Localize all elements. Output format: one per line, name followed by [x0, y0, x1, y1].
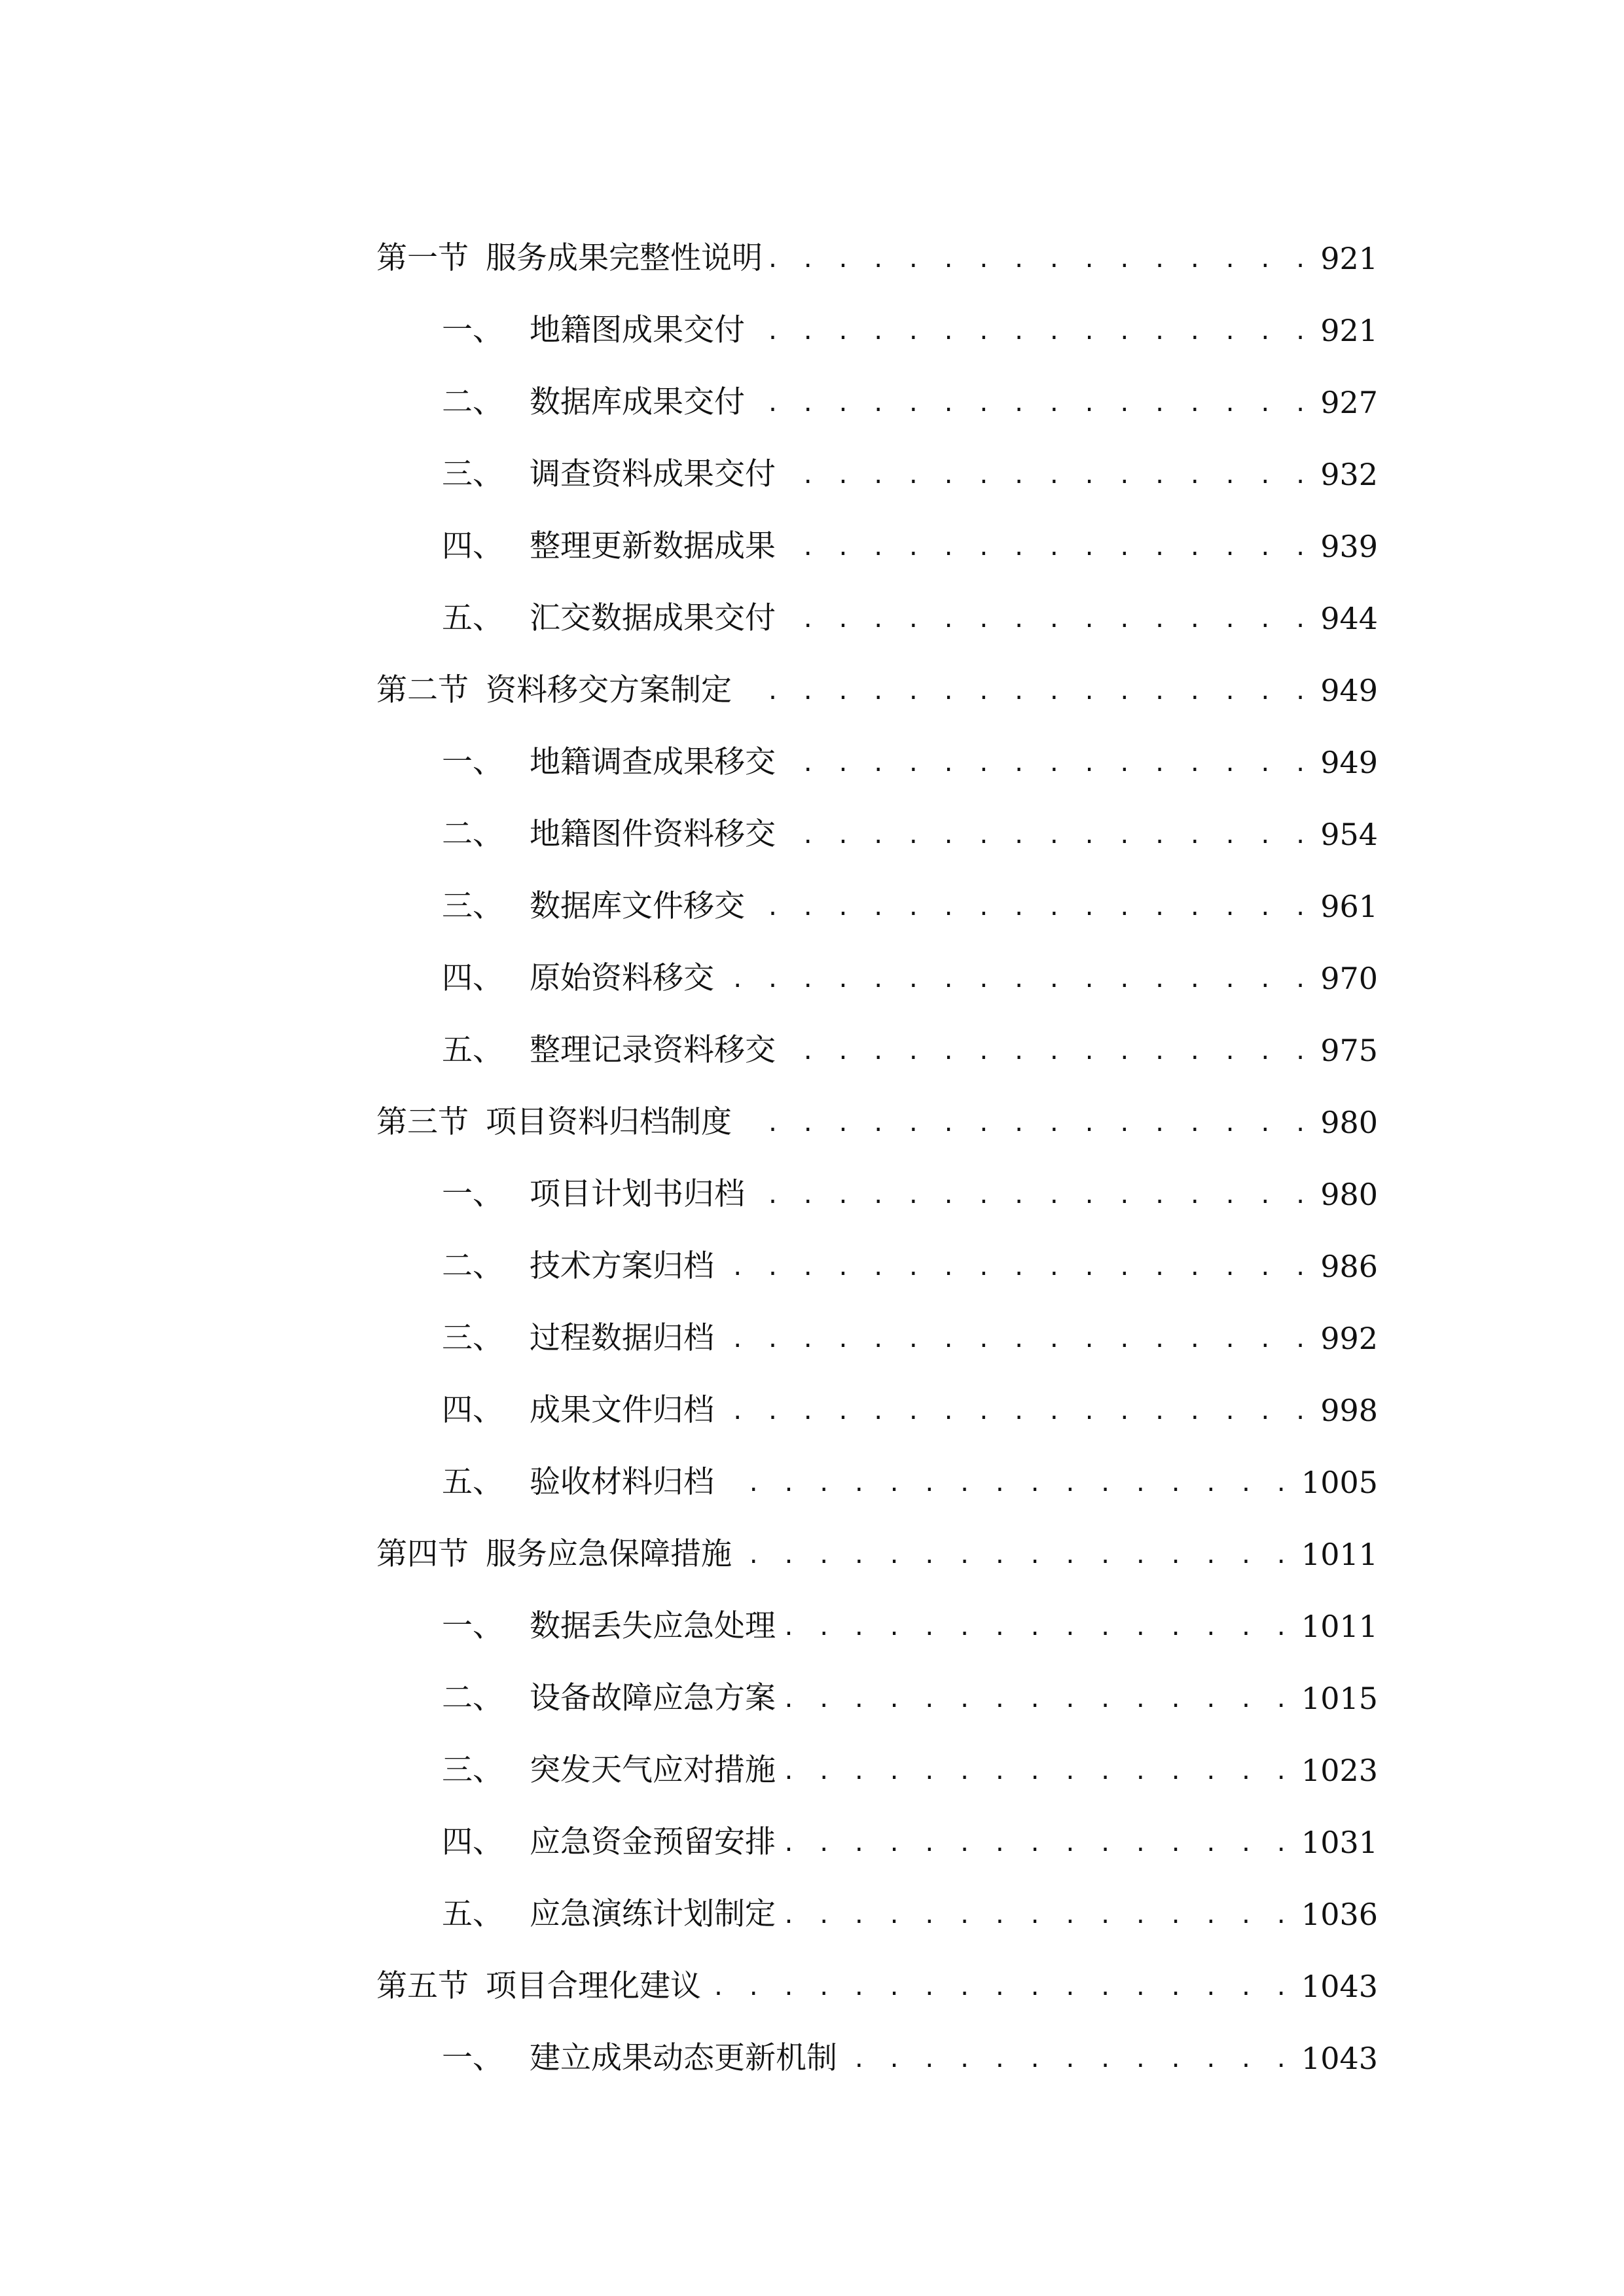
toc-section-entry[interactable]: [376, 634, 1378, 706]
toc-entry-title: 突发天气应对措施: [530, 1752, 776, 1788]
dot-leader: [845, 2043, 1292, 2073]
dot-leader: [784, 1827, 1292, 1857]
toc-section-entry[interactable]: [376, 1066, 1378, 1138]
toc-entry-number: 四、: [442, 960, 503, 996]
toc-subsection-entry[interactable]: [376, 562, 1378, 634]
toc-entry-title: 建立成果动态更新机制: [530, 2040, 837, 2076]
toc-entry-number: 五、: [442, 1464, 503, 1500]
toc-entry-label: [376, 960, 718, 996]
toc-entry-label: [376, 1464, 718, 1500]
toc-entry-number: 第四节: [376, 1536, 469, 1572]
dot-leader: [753, 387, 1311, 418]
toc-page-number: 949: [1315, 747, 1378, 778]
toc-entry-number: 二、: [442, 1680, 503, 1716]
toc-entry-label: [376, 1104, 736, 1140]
toc-page-number: 1011: [1296, 1611, 1378, 1641]
dot-leader: [784, 1755, 1292, 1785]
dot-leader: [784, 603, 1311, 634]
toc-page-number: 980: [1315, 1179, 1378, 1210]
toc-entry-title: 数据库文件移交: [530, 888, 745, 924]
toc-entry-label: [376, 1032, 780, 1068]
toc-entry-label: [376, 1176, 749, 1212]
dot-leader: [784, 747, 1311, 778]
toc-entry-number: 二、: [442, 1248, 503, 1284]
toc-entry-title: 项目计划书归档: [530, 1176, 745, 1212]
dot-leader: [753, 315, 1311, 346]
dot-leader: [784, 819, 1311, 850]
toc-entry-title: 地籍图件资料移交: [530, 816, 776, 852]
toc-subsection-entry[interactable]: [376, 1713, 1378, 1788]
toc-entry-title: 调查资料成果交付: [530, 456, 776, 492]
toc-entry-title: 成果文件归档: [530, 1392, 714, 1428]
dot-leader: [740, 1539, 1292, 1570]
toc-entry-label: [376, 816, 780, 852]
dot-leader: [753, 1179, 1311, 1210]
toc-page-number: 949: [1315, 675, 1378, 706]
toc-page-number: 1043: [1296, 2043, 1378, 2073]
toc-page-number: 1031: [1296, 1827, 1378, 1857]
toc-entry-title: 设备故障应急方案: [530, 1680, 776, 1716]
toc-page-number: 939: [1315, 531, 1378, 562]
toc-page-number: 921: [1315, 315, 1378, 346]
toc-subsection-entry[interactable]: [376, 346, 1378, 418]
toc-page-number: 1036: [1296, 1899, 1378, 1929]
toc-section-entry[interactable]: [376, 1498, 1378, 1570]
toc-entry-label: [376, 744, 780, 780]
toc-subsection-entry[interactable]: [376, 778, 1378, 850]
toc-entry-label: [376, 1248, 718, 1284]
dot-leader: [722, 1467, 1292, 1498]
toc-page-number: 1023: [1296, 1755, 1378, 1785]
toc-subsection-entry[interactable]: [376, 922, 1378, 994]
toc-entry-label: [376, 1896, 780, 1932]
toc-page-number: 961: [1315, 891, 1378, 922]
toc-page-number: 1043: [1296, 1971, 1378, 2001]
toc-entry-title: 资料移交方案制定: [486, 672, 732, 708]
dot-leader: [784, 459, 1311, 490]
toc-subsection-entry[interactable]: [376, 1282, 1378, 1354]
toc-entry-label: [376, 1968, 705, 2004]
dot-leader: [784, 1683, 1292, 1713]
toc-page-number: 1005: [1296, 1467, 1378, 1498]
toc-page-number: 927: [1315, 387, 1378, 418]
toc-page-number: 970: [1315, 963, 1378, 994]
toc-entry-label: [376, 312, 749, 348]
dot-leader: [784, 1611, 1292, 1641]
toc-entry-title: 服务应急保障措施: [486, 1536, 732, 1572]
toc-entry-number: 四、: [442, 528, 503, 564]
toc-page-number: 986: [1315, 1251, 1378, 1282]
toc-entry-title: 数据库成果交付: [530, 384, 745, 420]
toc-entry-label: [376, 2040, 841, 2076]
toc-entry-number: 第五节: [376, 1968, 469, 2004]
toc-entry-number: 一、: [442, 2040, 503, 2076]
toc-entry-number: 第三节: [376, 1104, 469, 1140]
toc-entry-label: [376, 1680, 780, 1716]
toc-subsection-entry[interactable]: [376, 418, 1378, 490]
toc-page-number: 944: [1315, 603, 1378, 634]
dot-leader: [709, 1971, 1292, 2001]
toc-subsection-entry[interactable]: [376, 1570, 1378, 1644]
dot-leader: [740, 1107, 1311, 1138]
dot-leader: [784, 1035, 1311, 1066]
toc-entry-number: 四、: [442, 1392, 503, 1428]
toc-page-number: 992: [1315, 1323, 1378, 1354]
toc-entry-number: 二、: [442, 384, 503, 420]
toc-subsection-entry[interactable]: [376, 1641, 1378, 1716]
toc-entry-label: [376, 1320, 718, 1356]
toc-entry-title: 汇交数据成果交付: [530, 600, 776, 636]
toc-entry-label: [376, 240, 767, 276]
toc-section-entry[interactable]: [376, 202, 1378, 274]
toc-page-number: 1011: [1296, 1539, 1378, 1570]
toc-entry-number: 一、: [442, 1176, 503, 1212]
toc-page-number: 1015: [1296, 1683, 1378, 1713]
dot-leader: [784, 1899, 1292, 1929]
toc-subsection-entry[interactable]: [376, 490, 1378, 562]
toc-entry-title: 地籍图成果交付: [530, 312, 745, 348]
toc-entry-number: 三、: [442, 1752, 503, 1788]
dot-leader: [722, 963, 1311, 994]
toc-page-number: 932: [1315, 459, 1378, 490]
toc-entry-number: 一、: [442, 744, 503, 780]
toc-page-number: 954: [1315, 819, 1378, 850]
toc-subsection-entry[interactable]: [376, 1857, 1378, 1932]
toc-entry-number: 五、: [442, 1032, 503, 1068]
dot-leader: [722, 1323, 1311, 1354]
toc-entry-title: 项目合理化建议: [486, 1968, 701, 2004]
toc-entry-number: 二、: [442, 816, 503, 852]
dot-leader: [784, 531, 1311, 562]
toc-subsection-entry[interactable]: [376, 2001, 1378, 2076]
toc-entry-label: [376, 1752, 780, 1788]
toc-subsection-entry[interactable]: [376, 706, 1378, 778]
toc-entry-label: [376, 600, 780, 636]
toc-entry-number: 三、: [442, 456, 503, 492]
toc-entry-title: 过程数据归档: [530, 1320, 714, 1356]
toc-entry-title: 应急资金预留安排: [530, 1824, 776, 1860]
toc-entry-label: [376, 1824, 780, 1860]
toc-entry-label: [376, 456, 780, 492]
dot-leader: [722, 1395, 1311, 1426]
toc-entry-title: 验收材料归档: [530, 1464, 714, 1500]
table-of-contents: [376, 202, 1378, 2076]
toc-entry-title: 整理记录资料移交: [530, 1032, 776, 1068]
toc-subsection-entry[interactable]: [376, 994, 1378, 1066]
toc-page-number: 980: [1315, 1107, 1378, 1138]
toc-entry-title: 项目资料归档制度: [486, 1104, 732, 1140]
toc-entry-title: 应急演练计划制定: [530, 1896, 776, 1932]
dot-leader: [753, 891, 1311, 922]
toc-entry-number: 四、: [442, 1824, 503, 1860]
toc-page-number: 921: [1315, 243, 1378, 274]
dot-leader: [770, 243, 1311, 274]
toc-entry-number: 五、: [442, 600, 503, 636]
toc-entry-number: 一、: [442, 312, 503, 348]
toc-entry-label: [376, 1392, 718, 1428]
toc-entry-number: 三、: [442, 888, 503, 924]
toc-subsection-entry[interactable]: [376, 1426, 1378, 1498]
toc-entry-number: 五、: [442, 1896, 503, 1932]
toc-entry-number: 第一节: [376, 240, 469, 276]
dot-leader: [740, 675, 1311, 706]
toc-entry-label: [376, 528, 780, 564]
toc-entry-number: 三、: [442, 1320, 503, 1356]
toc-entry-label: [376, 1536, 736, 1572]
toc-subsection-entry[interactable]: [376, 1210, 1378, 1282]
toc-entry-title: 地籍调查成果移交: [530, 744, 776, 780]
toc-subsection-entry[interactable]: [376, 1785, 1378, 1860]
toc-entry-number: 一、: [442, 1608, 503, 1644]
toc-subsection-entry[interactable]: [376, 274, 1378, 346]
toc-entry-title: 技术方案归档: [530, 1248, 714, 1284]
toc-subsection-entry[interactable]: [376, 1354, 1378, 1426]
toc-section-entry[interactable]: [376, 1929, 1378, 2004]
toc-subsection-entry[interactable]: [376, 850, 1378, 922]
toc-entry-title: 数据丢失应急处理: [530, 1608, 776, 1644]
toc-entry-title: 原始资料移交: [530, 960, 714, 996]
toc-entry-title: 服务成果完整性说明: [486, 240, 763, 276]
toc-entry-number: 第二节: [376, 672, 469, 708]
toc-page-number: 975: [1315, 1035, 1378, 1066]
toc-page-number: 998: [1315, 1395, 1378, 1426]
toc-entry-label: [376, 888, 749, 924]
toc-entry-label: [376, 1608, 780, 1644]
toc-subsection-entry[interactable]: [376, 1138, 1378, 1210]
toc-entry-label: [376, 672, 736, 708]
toc-entry-label: [376, 384, 749, 420]
toc-entry-title: 整理更新数据成果: [530, 528, 776, 564]
dot-leader: [722, 1251, 1311, 1282]
